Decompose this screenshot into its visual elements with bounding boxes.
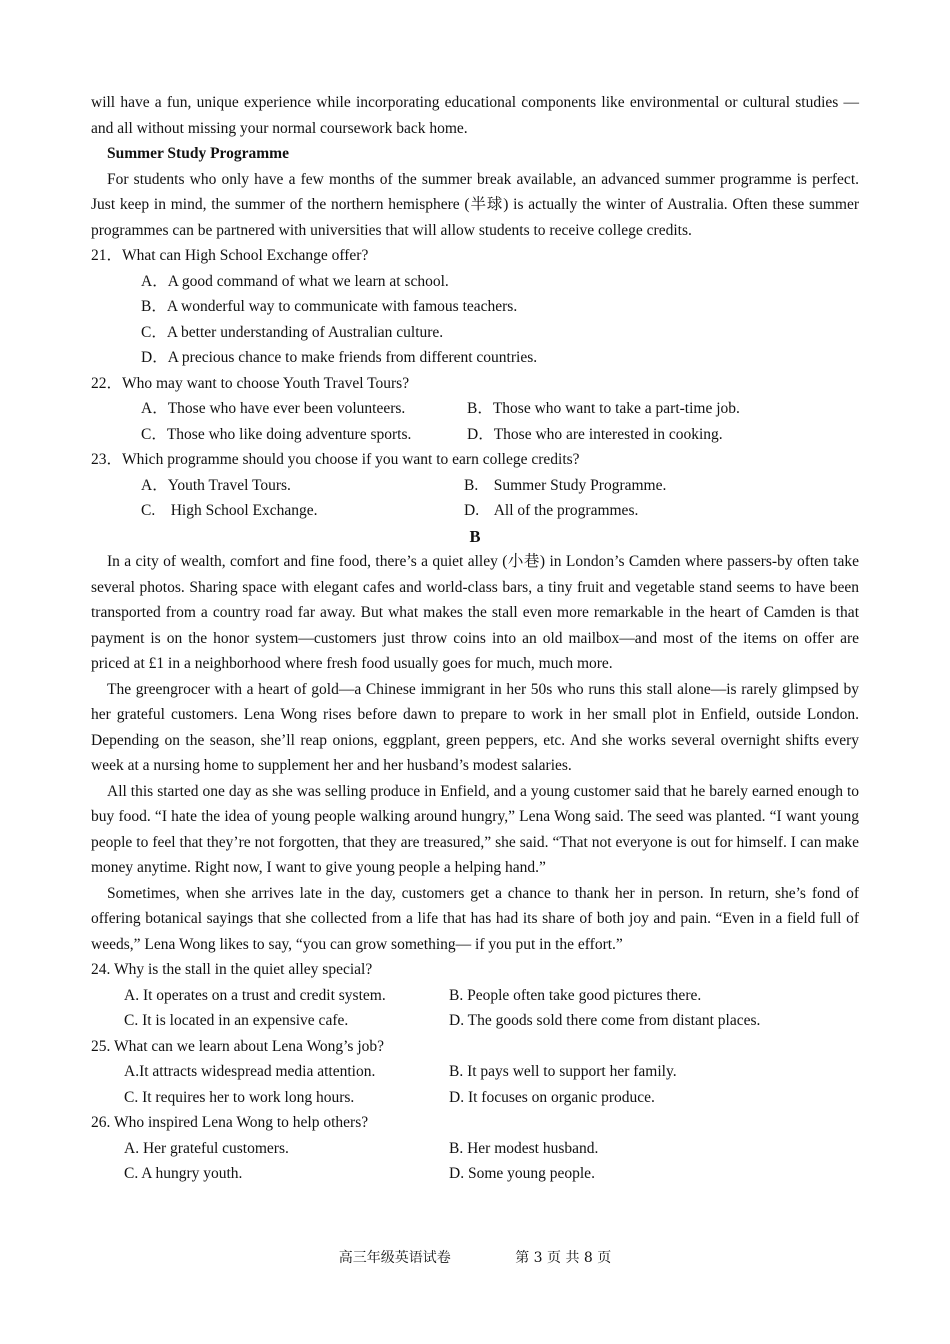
section-b-paragraph-4: Sometimes, when she arrives late in the day, customers get a chance to thank her in person. In return, she’s fond of offering botanical sayings that she collected from a life that has had its share of both joy and pain. “Even in a field full of weeds,” Lena Wong likes to say, “you can grow something— if you put in the effort.” <box>91 884 859 953</box>
option: D. All of the programmes. <box>464 502 639 519</box>
question-26-stem: 26. Who inspired Lena Wong to help others? <box>91 1114 369 1131</box>
question-23-options-row-1 <box>91 473 859 499</box>
section-b-heading: B <box>469 526 481 546</box>
page-footer <box>0 1246 950 1272</box>
option: C. It requires her to work long hours. <box>124 1088 355 1106</box>
option: A.It attracts widespread media attention. <box>124 1063 376 1080</box>
summer-heading: Summer Study Programme <box>107 145 289 162</box>
question-26-options-row-2 <box>91 1161 859 1187</box>
section-b-paragraph-2: The greengrocer with a heart of gold—a Chinese immigrant in her 50s who runs this stall alone—is rarely glimpsed by her grateful customers. Lena Wong rises before dawn to prepare to work in her small plot in Enfield, outside London. Depending on the season, she’ll reap onions, eggplant, green peppers, etc. And she works several overnight shifts every week at a nursing home to supplement her and her husband’s modest salaries. <box>91 680 859 774</box>
option: B. It pays well to support her family. <box>449 1063 677 1080</box>
option: C. It is located in an expensive cafe. <box>124 1012 349 1029</box>
option: A. Her grateful customers. <box>124 1139 289 1157</box>
question-25-options-row-1 <box>91 1059 859 1085</box>
option: A．A good command of what we learn at school. <box>141 272 449 290</box>
option: B. People often take good pictures there. <box>449 986 702 1004</box>
option: B．A wonderful way to communicate with famous teachers. <box>141 298 518 315</box>
option: A．Youth Travel Tours. <box>141 476 291 494</box>
option: D. It focuses on organic produce. <box>449 1088 655 1106</box>
question-23-options-row-2 <box>91 498 859 524</box>
question-24-options-row-2 <box>91 1008 859 1034</box>
question-24-options-row-1 <box>91 983 859 1009</box>
section-b-paragraph-1: In a city of wealth, comfort and fine food, there’s a quiet alley (小巷) in London’s Camden where passers-by often take several photos. Sharing space with elegant cafes and world-class bars, a tiny fruit and vegetable stand seems to have been transported from a country road far away. But what makes the stall even more remarkable in the heart of Camden is that payment is on the honor system—customers just throw coins into an old mailbox—and most of the items on offer are priced at £1 in a neighborhood where fresh food usually goes for much, much more. <box>91 553 859 672</box>
option: A．Those who have ever been volunteers. <box>141 400 406 417</box>
top-paragraph: will have a fun, unique experience while incorporating educational components like environmental or cultural studies — and all without missing your normal coursework back home. <box>91 94 859 137</box>
option: C．A better understanding of Australian culture. <box>141 323 444 341</box>
option: D. The goods sold there come from distant places. <box>449 1012 761 1029</box>
question-21-option-c-row <box>91 320 859 346</box>
footer-exam-title: 高三年级英语试卷 <box>338 1250 451 1266</box>
question-25-stem: 25. What can we learn about Lena Wong’s job? <box>91 1037 385 1055</box>
question-21-option-a-row <box>91 269 859 295</box>
question-21-option-d-row <box>91 345 859 371</box>
section-b-paragraph-3: All this started one day as she was selling produce in Enfield, and a young customer said that he barely earned enough to buy food. “I hate the idea of young people walking around hungry,” Lena Wong said. The seed was planted. “I want young people to feel that they’re not forgotten, that they are treasured,” she said. “That not everyone is out for himself. I can make money anytime. Right now, I want to give young people a helping hand.” <box>91 782 859 876</box>
option: B. Summer Study Programme. <box>464 476 667 494</box>
option: D．Those who are interested in cooking. <box>467 425 723 443</box>
option: C．Those who like doing adventure sports. <box>141 425 412 443</box>
option: C. High School Exchange. <box>141 502 318 519</box>
summer-paragraph: For students who only have a few months of the summer break available, an advanced summer programme is perfect. Just keep in mind, the summer of the northern hemisphere (半球) is actually the winter of Australia. Often these summer programmes can be partnered with universities that will allow students to receive college credits. <box>91 170 859 239</box>
option: C. A hungry youth. <box>124 1165 243 1182</box>
exam-page <box>91 90 859 1187</box>
option: D．A precious chance to make friends from different countries. <box>141 349 538 366</box>
option: D. Some young people. <box>449 1165 595 1182</box>
footer-page-number: 第 3 页 共 8 页 <box>515 1250 612 1266</box>
question-25-options-row-2 <box>91 1085 859 1111</box>
option: B．Those who want to take a part-time job. <box>467 400 740 417</box>
option: A. It operates on a trust and credit system. <box>124 986 386 1004</box>
question-21-stem: 21．What can High School Exchange offer? <box>91 247 369 264</box>
question-26-options-row-1 <box>91 1136 859 1162</box>
question-22-options-row-2 <box>91 422 859 448</box>
option: B. Her modest husband. <box>449 1139 599 1157</box>
question-23-stem: 23．Which programme should you choose if you want to earn college credits? <box>91 451 580 468</box>
question-24-stem: 24. Why is the stall in the quiet alley special? <box>91 961 373 978</box>
question-22-stem: 22．Who may want to choose Youth Travel Tours? <box>91 374 410 392</box>
question-22-options-row-1 <box>91 396 859 422</box>
question-21-option-b-row <box>91 294 859 320</box>
